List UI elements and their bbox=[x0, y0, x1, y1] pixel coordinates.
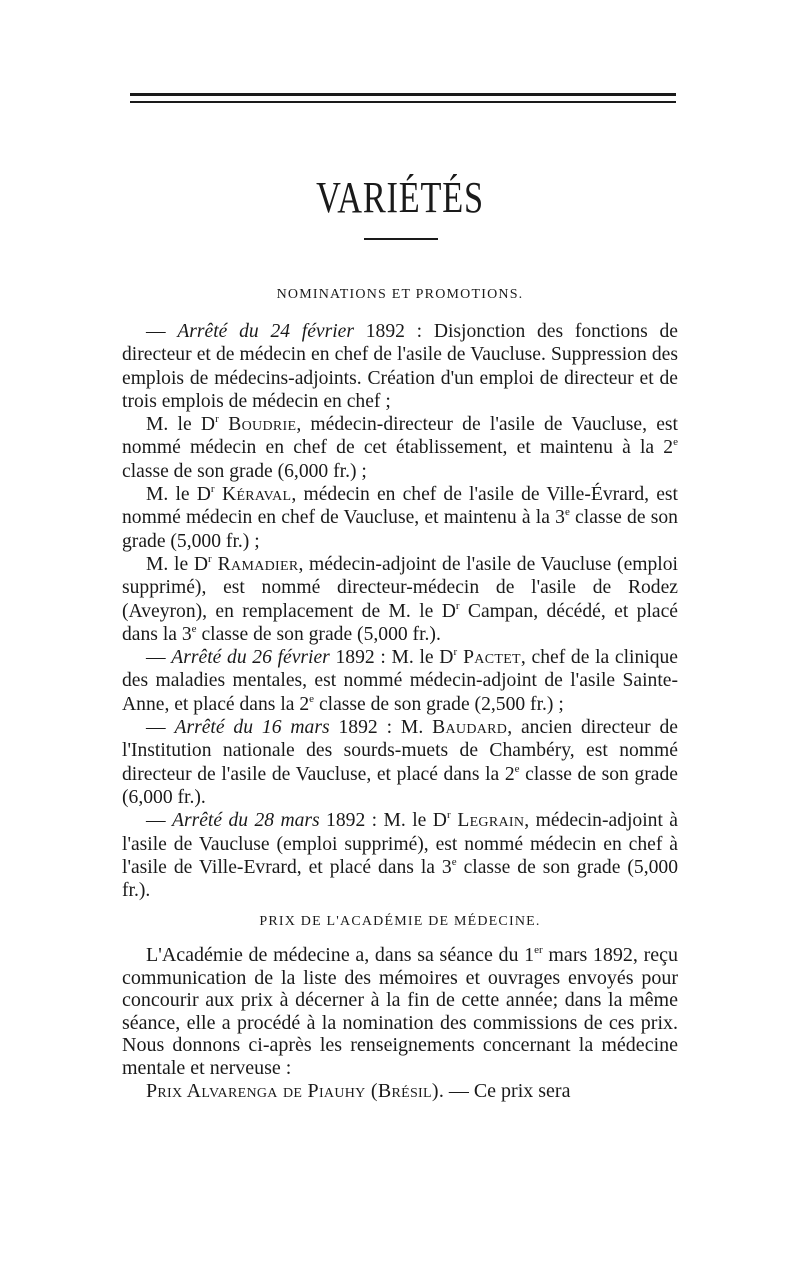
paragraph: L'Académie de médecine a, dans sa séance du 1er mars 1892, reçu communication de la liste des mémoires et ouvrages envoyés pour concourir aux prix à décerner à la fin de cette année; dans la même séance, elle a procédé à la nomination des commissions de ces prix. Nous donnons ci-après les renseignements concernant la médecine mentale et nerveuse : bbox=[122, 944, 678, 1079]
paragraph: — Arrêté du 16 mars 1892 : M. Baudard, ancien directeur de l'Institution nationale des sourds-muets de Chambéry, est nommé directeur de l'asile de Vaucluse, et placé dans la 2e classe de son grade (6,000 fr.). bbox=[122, 717, 678, 808]
paragraph: — Arrêté du 26 février 1892 : M. le $D^r$ Pactet, chef de la clinique des maladies mentales, est nommé médecin-adjoint de l'asile Sainte-Anne, et placé dans la 2e classe de son grade (2,500 fr.) ; bbox=[122, 646, 679, 715]
decree-date: Arrêté du 16 mars bbox=[174, 717, 330, 739]
prix-text bbox=[122, 944, 678, 1102]
paragraph: — Arrêté du 24 février 1892 : Disjonction des fonctions de directeur et de médecin en chef de l'asile de Vaucluse. Suppression des emplois de médecins-adjoints. Création d'un emploi de directeur et de trois emplois de médecin en chef ; bbox=[122, 321, 678, 412]
decree-date: Arrêté du 28 mars bbox=[172, 810, 320, 832]
section-heading-prix: PRIX DE L'ACADÉMIE DE MÉDECINE. bbox=[259, 914, 541, 929]
person-name: Boudrie bbox=[218, 414, 297, 436]
header-rule bbox=[130, 93, 676, 96]
paragraph: Prix Alvarenga de Piauhy (Brésil). — Ce prix sera bbox=[146, 1079, 571, 1102]
person-name: Kéraval bbox=[214, 484, 292, 506]
decree-date: Arrêté du 26 février bbox=[171, 647, 330, 669]
prize-name: Prix Alvarenga de Piauhy (Brésil) bbox=[146, 1079, 439, 1102]
paragraph: — Arrêté du 28 mars 1892 : M. le $D^r$ Legrain, médecin-adjoint à l'asile de Vaucluse (emploi supprimé), est nommé médecin en chef à l'asile de Ville-Evrard, et placé dans la 3e classe de son grade (5,000 fr.). bbox=[122, 809, 678, 902]
paragraph: M. le $D^r$ Ramadier, médecin-adjoint de l'asile de Vaucluse (emploi supprimé), est nommé directeur-médecin de l'asile de Rodez (Aveyron), en remplacement de M. le $D^r$ Campan, décédé, et placé dans la 3e classe de son grade (5,000 fr.). bbox=[122, 552, 678, 645]
person-name: Baudard bbox=[432, 717, 508, 739]
nominations-text bbox=[122, 320, 678, 902]
person-name: Ramadier bbox=[211, 553, 299, 575]
paragraph: M. le $D^r$ Boudrie, médecin-directeur de l'asile de Vaucluse, est nommé médecin en chef de cet établissement, et maintenu à la 2e classe de son grade (6,000 fr.) ; bbox=[122, 413, 678, 482]
paragraph: M. le $D^r$ Kéraval, médecin en chef de l'asile de Ville-Évrard, est nommé médecin en chef de Vaucluse, et maintenu à la 3e classe de son grade (5,000 fr.) ; bbox=[122, 483, 678, 552]
decree-date: Arrêté du 24 février bbox=[177, 321, 354, 342]
title-rule bbox=[364, 238, 438, 240]
header-rule-thin bbox=[130, 101, 676, 103]
section-heading-nominations: NOMINATIONS ET PROMOTIONS. bbox=[276, 287, 524, 302]
person-name: Pactet bbox=[457, 647, 521, 669]
page-title: VARIÉTÉS bbox=[316, 173, 484, 222]
person-name: Legrain bbox=[450, 810, 525, 832]
